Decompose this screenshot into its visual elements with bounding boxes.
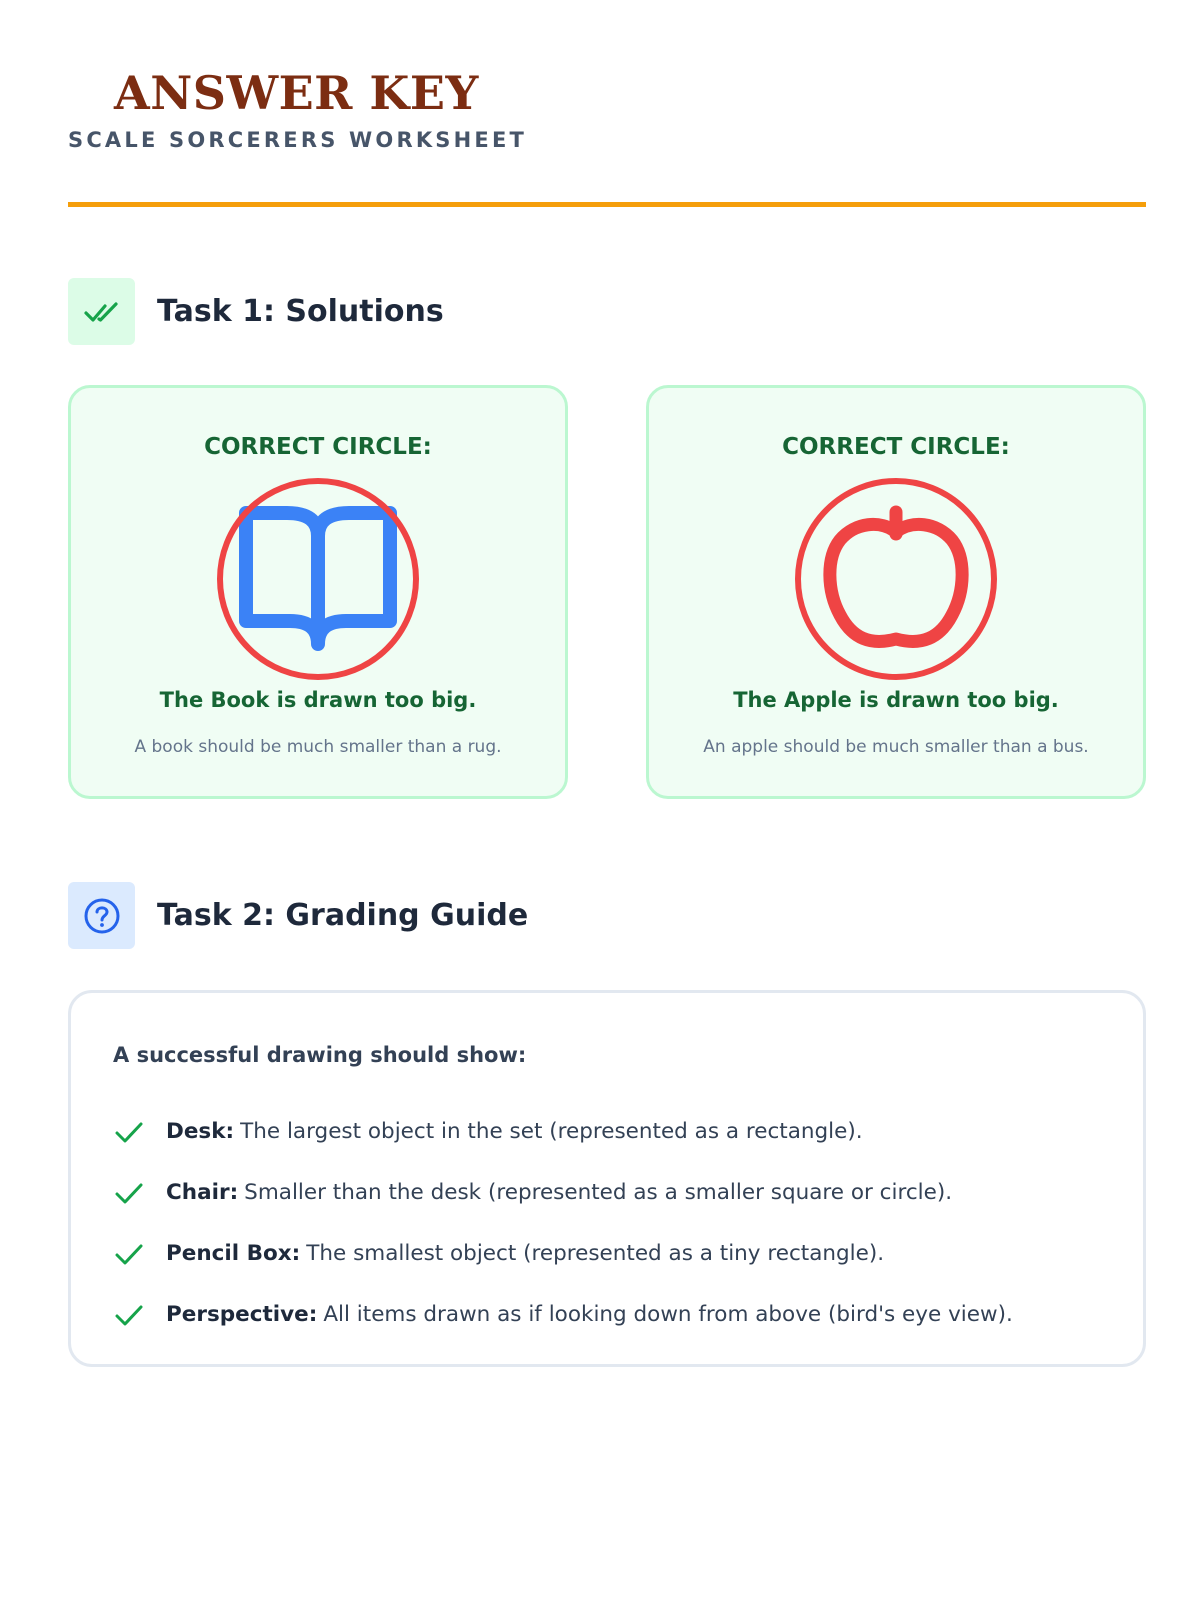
task1-title: Task 1: Solutions bbox=[157, 294, 444, 329]
page-subtitle: SCALE SORCERERS WORKSHEET bbox=[68, 128, 528, 152]
item-term: Pencil Box: bbox=[166, 1241, 301, 1266]
card-caption: The Book is drawn too big. bbox=[159, 688, 477, 712]
check-icon bbox=[113, 1177, 145, 1209]
grading-guide-card bbox=[68, 990, 1146, 1367]
check-icon bbox=[113, 1238, 145, 1270]
task2-header bbox=[68, 882, 528, 949]
item-term: Perspective: bbox=[166, 1302, 318, 1327]
item-text: Smaller than the desk (represented as a smaller square or circle). bbox=[244, 1180, 953, 1205]
solution-card-book bbox=[68, 385, 568, 799]
item-text: All items drawn as if looking down from above (bird's eye view). bbox=[323, 1302, 1013, 1327]
item-term: Desk: bbox=[166, 1119, 235, 1144]
list-item bbox=[113, 1101, 1123, 1162]
check-icon bbox=[113, 1299, 145, 1331]
item-text: The largest object in the set (represented as a rectangle). bbox=[240, 1119, 863, 1144]
guide-list bbox=[113, 1101, 1123, 1345]
item-text: The smallest object (represented as a tiny rectangle). bbox=[306, 1241, 885, 1266]
book-icon bbox=[215, 476, 421, 682]
card-heading: CORRECT CIRCLE: bbox=[204, 434, 432, 460]
double-check-icon bbox=[68, 278, 135, 345]
task1-header bbox=[68, 278, 444, 345]
item-term: Chair: bbox=[166, 1180, 239, 1205]
card-note: A book should be much smaller than a rug. bbox=[134, 737, 502, 757]
card-heading: CORRECT CIRCLE: bbox=[782, 434, 1010, 460]
check-icon bbox=[113, 1116, 145, 1148]
list-item bbox=[113, 1162, 1123, 1223]
apple-icon bbox=[793, 476, 999, 682]
task2-title: Task 2: Grading Guide bbox=[157, 898, 529, 933]
card-caption: The Apple is drawn too big. bbox=[733, 688, 1059, 712]
page-title: ANSWER KEY bbox=[114, 66, 479, 120]
header-divider bbox=[68, 202, 1146, 207]
card-note: An apple should be much smaller than a bus. bbox=[703, 737, 1089, 757]
guide-intro: A successful drawing should show: bbox=[113, 1043, 527, 1067]
solution-card-apple bbox=[646, 385, 1146, 799]
list-item bbox=[113, 1284, 1123, 1345]
question-circle-icon bbox=[68, 882, 135, 949]
list-item bbox=[113, 1223, 1123, 1284]
